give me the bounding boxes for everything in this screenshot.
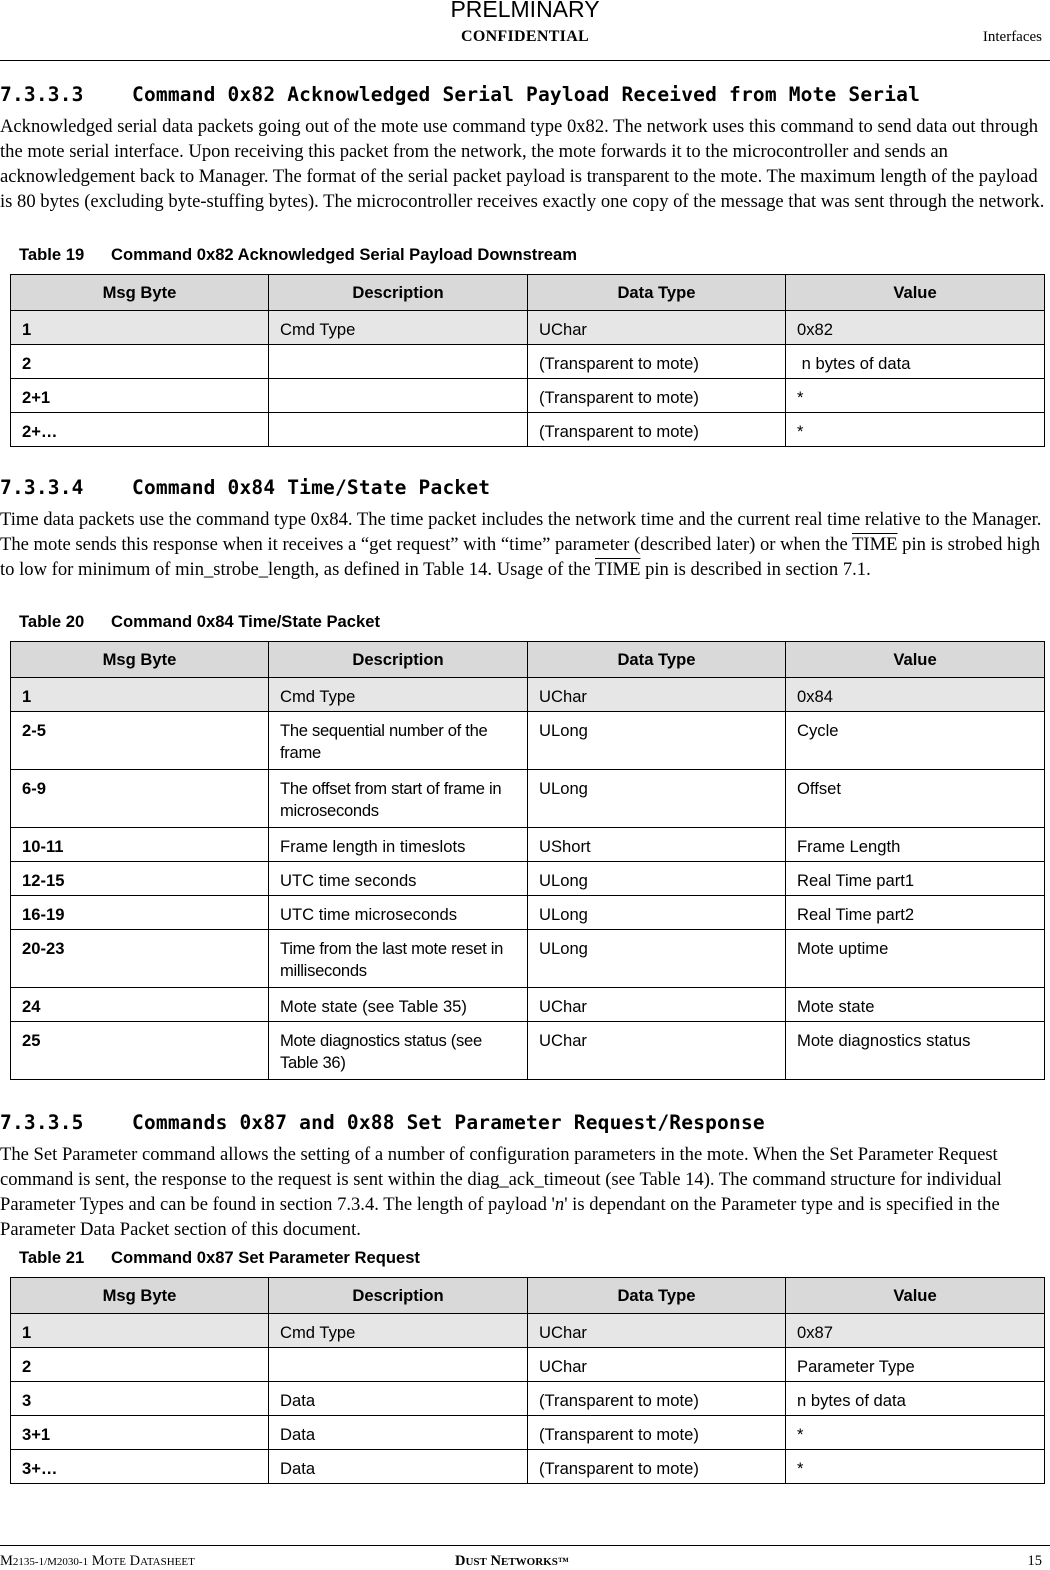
section-number: 7.3.3.3	[0, 83, 84, 106]
cell-msg-byte: 3+…	[11, 1450, 269, 1484]
column-header-data-type: Data Type	[528, 1278, 786, 1314]
table-caption: Command 0x87 Set Parameter Request	[111, 1248, 420, 1267]
section-body	[0, 1142, 1048, 1242]
cell-msg-byte: 3	[11, 1382, 269, 1416]
table-row	[11, 413, 1045, 447]
cell-data-type: UShort	[528, 828, 786, 862]
cell-value: Parameter Type	[786, 1348, 1045, 1382]
table-row	[11, 896, 1045, 930]
cell-data-type: (Transparent to mote)	[528, 1416, 786, 1450]
cell-msg-byte: 1	[11, 311, 269, 345]
cell-value: Mote uptime	[786, 930, 1045, 988]
cell-data-type: (Transparent to mote)	[528, 1450, 786, 1484]
cell-msg-byte: 3+1	[11, 1416, 269, 1450]
body-text: pin is strobed high to low for minimum of min_strobe_length, as defined in Table 14. Usage of the	[0, 534, 1041, 580]
time-pin-label: TIME	[594, 559, 641, 580]
cell-value: 0x87	[786, 1314, 1045, 1348]
time-pin-label: TIME	[852, 534, 898, 555]
cell-msg-byte: 10-11	[11, 828, 269, 862]
cell-data-type: UChar	[528, 311, 786, 345]
cell-value: Mote diagnostics status	[786, 1022, 1045, 1080]
table-caption-20	[19, 612, 380, 632]
table-row	[11, 930, 1045, 988]
cell-data-type: UChar	[528, 678, 786, 712]
cell-data-type: (Transparent to mote)	[528, 413, 786, 447]
section-heading-7-3-3-5	[0, 1111, 765, 1134]
table-row	[11, 1450, 1045, 1484]
cell-value: Real Time part2	[786, 896, 1045, 930]
cell-description: Data	[269, 1450, 528, 1484]
cell-description: Frame length in timeslots	[269, 828, 528, 862]
table-row	[11, 1314, 1045, 1348]
cell-data-type: ULong	[528, 712, 786, 770]
cell-msg-byte: 16-19	[11, 896, 269, 930]
cell-description: Data	[269, 1382, 528, 1416]
cell-msg-byte: 2+1	[11, 379, 269, 413]
column-header-msg-byte: Msg Byte	[11, 642, 269, 678]
cell-description: Mote state (see Table 35)	[269, 988, 528, 1022]
table-caption: Command 0x82 Acknowledged Serial Payload Downstream	[111, 245, 578, 264]
table-row	[11, 862, 1045, 896]
table-caption-19	[19, 245, 577, 265]
cell-data-type: ULong	[528, 770, 786, 828]
page-number: 15	[1027, 1553, 1042, 1569]
cell-description: The sequential number of the frame	[269, 712, 528, 770]
table-header-row	[11, 275, 1045, 311]
table-label: Table 20	[19, 612, 85, 631]
cell-data-type: ULong	[528, 930, 786, 988]
cell-msg-byte: 1	[11, 678, 269, 712]
table-row	[11, 1348, 1045, 1382]
cell-description	[269, 413, 528, 447]
body-text: The Set Parameter command allows the setting of a number of configuration parameters in the mote. When the Set Parameter Request command is sent, the response to the request is sent within the diag_ack_timeout (see Table 14). The command structure for individual Parameter Types and can be found in section 7.3.4. The length of payload '	[0, 1144, 1002, 1215]
cell-msg-byte: 25	[11, 1022, 269, 1080]
company-name: DUST NETWORKS™	[455, 1553, 569, 1569]
column-header-description: Description	[269, 275, 528, 311]
column-header-msg-byte: Msg Byte	[11, 275, 269, 311]
table-row	[11, 345, 1045, 379]
cell-value: n bytes of data	[786, 1382, 1045, 1416]
body-text: Time data packets use the command type 0x84. The time packet includes the network time and the current real time relative to the Manager. The mote sends this response when it receives a “get request” with “time” parameter (described later) or when the	[0, 509, 1042, 555]
cell-description: Data	[269, 1416, 528, 1450]
cell-data-type: ULong	[528, 896, 786, 930]
payload-variable: n	[554, 1194, 565, 1215]
body-text: ' is dependant on the Parameter type and is specified in the Parameter Data Packet section of this document.	[0, 1194, 1000, 1240]
cell-value: Real Time part1	[786, 862, 1045, 896]
cell-description: UTC time microseconds	[269, 896, 528, 930]
cell-data-type: UChar	[528, 1022, 786, 1080]
cell-msg-byte: 2+…	[11, 413, 269, 447]
table-label: Table 19	[19, 245, 85, 264]
cell-data-type: (Transparent to mote)	[528, 345, 786, 379]
column-header-description: Description	[269, 642, 528, 678]
cell-value: *	[786, 1450, 1045, 1484]
cell-value: *	[786, 1416, 1045, 1450]
document-title: M2135-1/M2030-1 MOTE DATASHEET	[0, 1553, 195, 1569]
cell-data-type: (Transparent to mote)	[528, 1382, 786, 1416]
cell-value: Cycle	[786, 712, 1045, 770]
table-header-row	[11, 1278, 1045, 1314]
column-header-data-type: Data Type	[528, 275, 786, 311]
cell-msg-byte: 1	[11, 1314, 269, 1348]
cell-msg-byte: 2	[11, 1348, 269, 1382]
cell-data-type: ULong	[528, 862, 786, 896]
cell-value: 0x84	[786, 678, 1045, 712]
table-caption-21	[19, 1248, 420, 1268]
confidential-label: CONFIDENTIAL	[460, 28, 590, 45]
cell-description: Cmd Type	[269, 311, 528, 345]
table-row	[11, 1382, 1045, 1416]
section-body	[0, 507, 1048, 582]
cell-msg-byte: 24	[11, 988, 269, 1022]
cell-value: *	[786, 379, 1045, 413]
section-heading-7-3-3-3	[0, 83, 920, 106]
table-row	[11, 988, 1045, 1022]
section-number: 7.3.3.4	[0, 476, 84, 499]
cell-msg-byte: 20-23	[11, 930, 269, 988]
section-heading-7-3-3-4	[0, 476, 490, 499]
cell-value: Frame Length	[786, 828, 1045, 862]
cell-description: The offset from start of frame in microseconds	[269, 770, 528, 828]
section-number: 7.3.3.5	[0, 1111, 84, 1134]
table-row	[11, 712, 1045, 770]
cell-value: 0x82	[786, 311, 1045, 345]
header-rule	[0, 60, 1050, 61]
section-title: Commands 0x87 and 0x88 Set Parameter Request/Response	[132, 1111, 765, 1134]
table-row	[11, 1416, 1045, 1450]
cell-description: Cmd Type	[269, 1314, 528, 1348]
cell-msg-byte: 2	[11, 345, 269, 379]
table-row	[11, 828, 1045, 862]
cell-description: UTC time seconds	[269, 862, 528, 896]
table-20	[10, 641, 1045, 1080]
preliminary-label: PRELMINARY	[450, 0, 600, 22]
table-header-row	[11, 642, 1045, 678]
column-header-value: Value	[786, 1278, 1045, 1314]
table-row	[11, 379, 1045, 413]
table-label: Table 21	[19, 1248, 85, 1267]
cell-data-type: UChar	[528, 988, 786, 1022]
cell-description	[269, 345, 528, 379]
column-header-description: Description	[269, 1278, 528, 1314]
column-header-value: Value	[786, 642, 1045, 678]
cell-data-type: UChar	[528, 1348, 786, 1382]
cell-description	[269, 379, 528, 413]
section-name: Interfaces	[982, 29, 1042, 45]
body-text: pin is described in section 7.1.	[640, 559, 871, 580]
section-body: Acknowledged serial data packets going out of the mote use command type 0x82. The network uses this command to send data out through the mote serial interface. Upon receiving this packet from the network, the mote forwards it to the microcontroller and sends an acknowledgement back to Manager. The format of the serial packet payload is transparent to the mote. The maximum length of the payload is 80 bytes (excluding byte-stuffing bytes). The microcontroller receives exactly one copy of the message that was sent through the network.	[0, 116, 1045, 212]
table-row	[11, 1022, 1045, 1080]
section-title: Command 0x82 Acknowledged Serial Payload Received from Mote Serial	[132, 83, 921, 106]
cell-msg-byte: 6-9	[11, 770, 269, 828]
table-19	[10, 274, 1045, 447]
table-caption: Command 0x84 Time/State Packet	[111, 612, 381, 631]
cell-msg-byte: 12-15	[11, 862, 269, 896]
footer-rule	[0, 1545, 1050, 1546]
cell-description: Cmd Type	[269, 678, 528, 712]
cell-value: Mote state	[786, 988, 1045, 1022]
table-row	[11, 311, 1045, 345]
cell-description	[269, 1348, 528, 1382]
column-header-value: Value	[786, 275, 1045, 311]
table-row	[11, 678, 1045, 712]
cell-msg-byte: 2-5	[11, 712, 269, 770]
cell-value: n bytes of data	[786, 345, 1045, 379]
cell-data-type: (Transparent to mote)	[528, 379, 786, 413]
table-row	[11, 770, 1045, 828]
cell-value: *	[786, 413, 1045, 447]
section-title: Command 0x84 Time/State Packet	[132, 476, 491, 499]
column-header-msg-byte: Msg Byte	[11, 1278, 269, 1314]
cell-description: Time from the last mote reset in milliseconds	[269, 930, 528, 988]
cell-data-type: UChar	[528, 1314, 786, 1348]
cell-value: Offset	[786, 770, 1045, 828]
column-header-data-type: Data Type	[528, 642, 786, 678]
table-21	[10, 1277, 1045, 1484]
cell-description: Mote diagnostics status (see Table 36)	[269, 1022, 528, 1080]
